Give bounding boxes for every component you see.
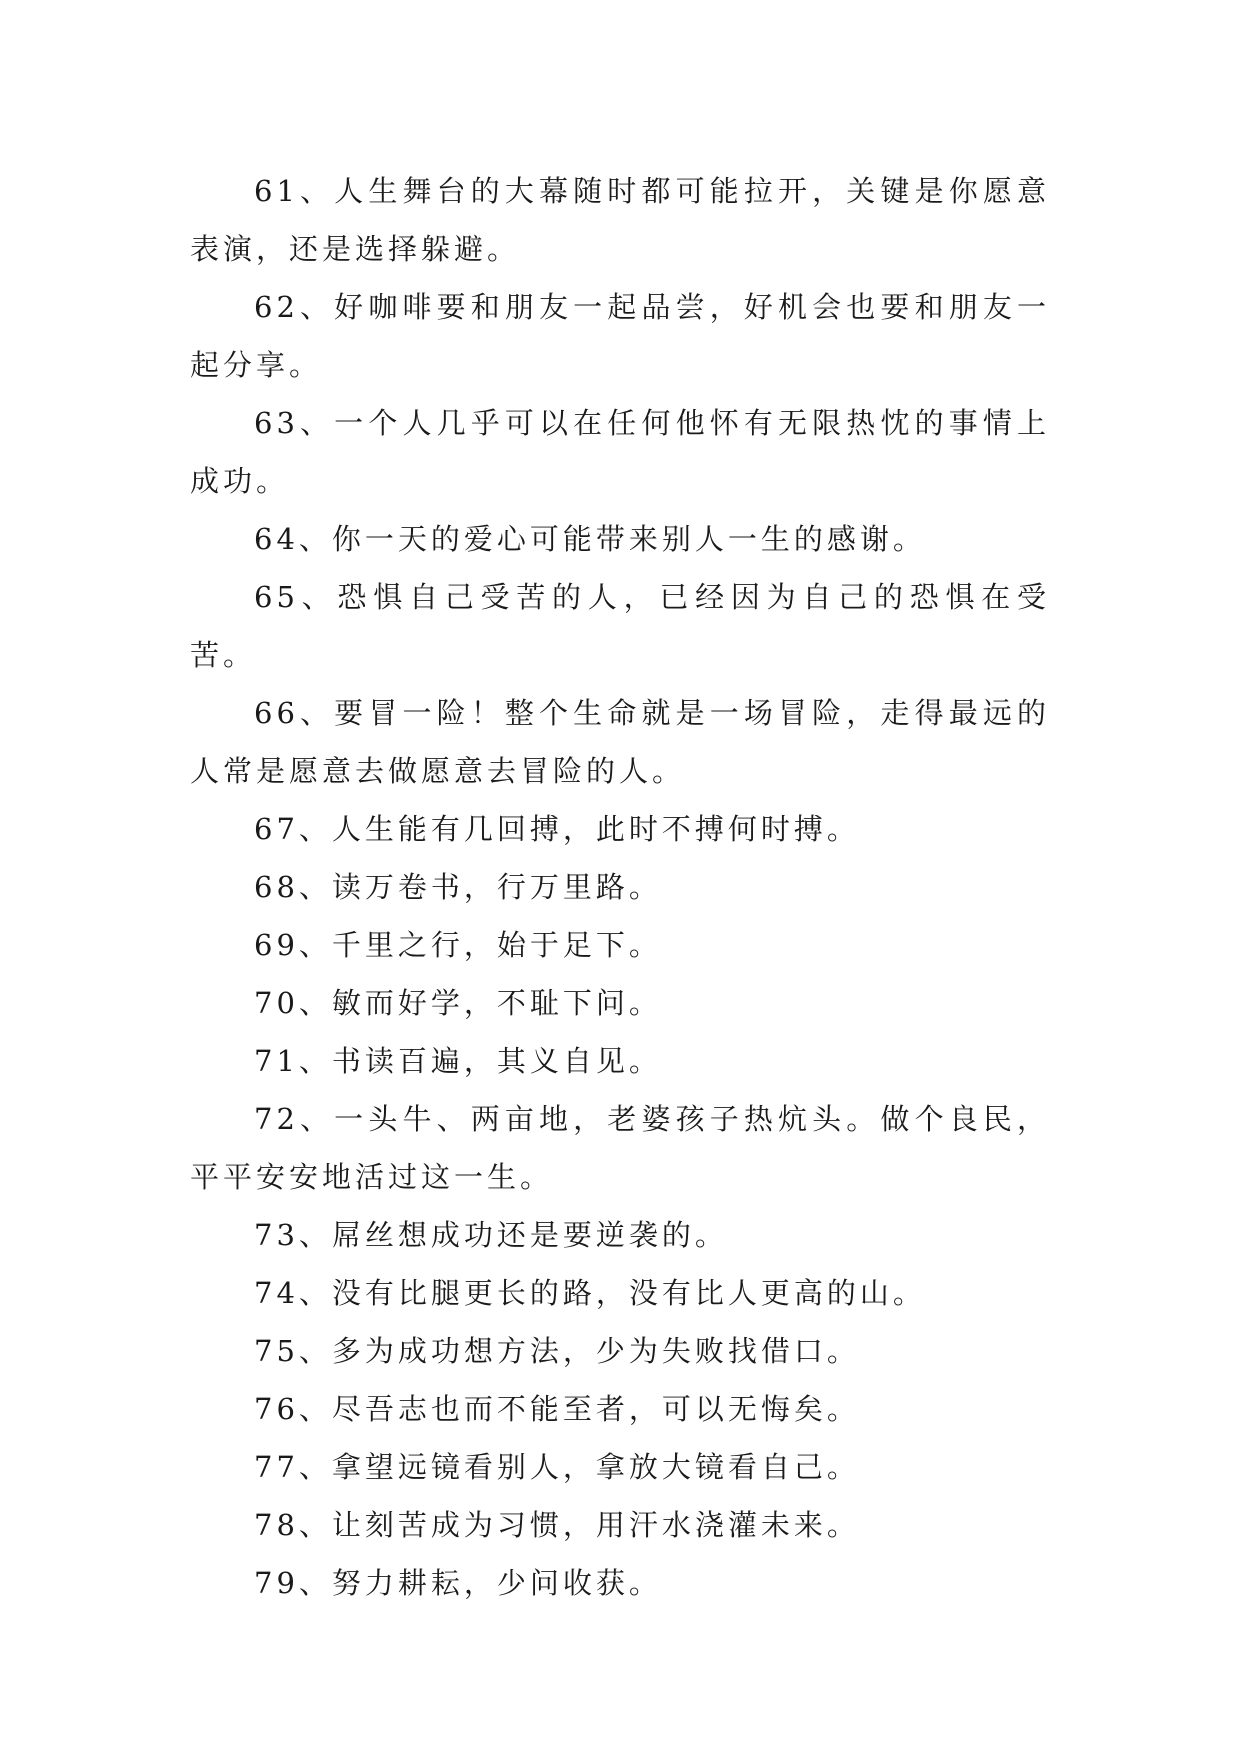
quote-list <box>190 162 1050 1612</box>
quote-paragraph: 73、屌丝想成功还是要逆袭的。 <box>254 1218 728 1252</box>
quote-paragraph: 70、敏而好学，不耻下问。 <box>254 986 662 1020</box>
quote-paragraph: 65、恐惧自己受苦的人，已经因为自己的恐惧在受苦。 <box>190 580 1050 672</box>
quote-paragraph: 79、努力耕耘，少问收获。 <box>254 1566 662 1600</box>
quote-paragraph: 76、尽吾志也而不能至者，可以无悔矣。 <box>254 1392 860 1426</box>
quote-paragraph: 64、你一天的爱心可能带来别人一生的感谢。 <box>254 522 926 556</box>
quote-paragraph: 68、读万卷书，行万里路。 <box>254 870 662 904</box>
quote-paragraph: 62、好咖啡要和朋友一起品尝，好机会也要和朋友一起分享。 <box>190 290 1050 382</box>
quote-paragraph: 78、让刻苦成为习惯，用汗水浇灌未来。 <box>254 1508 860 1542</box>
quote-paragraph: 75、多为成功想方法，少为失败找借口。 <box>254 1334 860 1368</box>
quote-paragraph: 61、人生舞台的大幕随时都可能拉开，关键是你愿意表演，还是选择躲避。 <box>190 174 1050 266</box>
quote-paragraph: 69、千里之行，始于足下。 <box>254 928 662 962</box>
quote-paragraph: 74、没有比腿更长的路，没有比人更高的山。 <box>254 1276 926 1310</box>
quote-paragraph: 63、一个人几乎可以在任何他怀有无限热忱的事情上成功。 <box>190 406 1050 498</box>
quote-paragraph: 67、人生能有几回搏，此时不搏何时搏。 <box>254 812 860 846</box>
quote-paragraph: 77、拿望远镜看别人，拿放大镜看自己。 <box>254 1450 860 1484</box>
quote-paragraph: 66、要冒一险！整个生命就是一场冒险，走得最远的人常是愿意去做愿意去冒险的人。 <box>190 696 1050 788</box>
quote-paragraph: 71、书读百遍，其义自见。 <box>254 1044 662 1078</box>
quote-paragraph: 72、一头牛、两亩地，老婆孩子热炕头。做个良民，平平安安地活过这一生。 <box>190 1102 1050 1194</box>
